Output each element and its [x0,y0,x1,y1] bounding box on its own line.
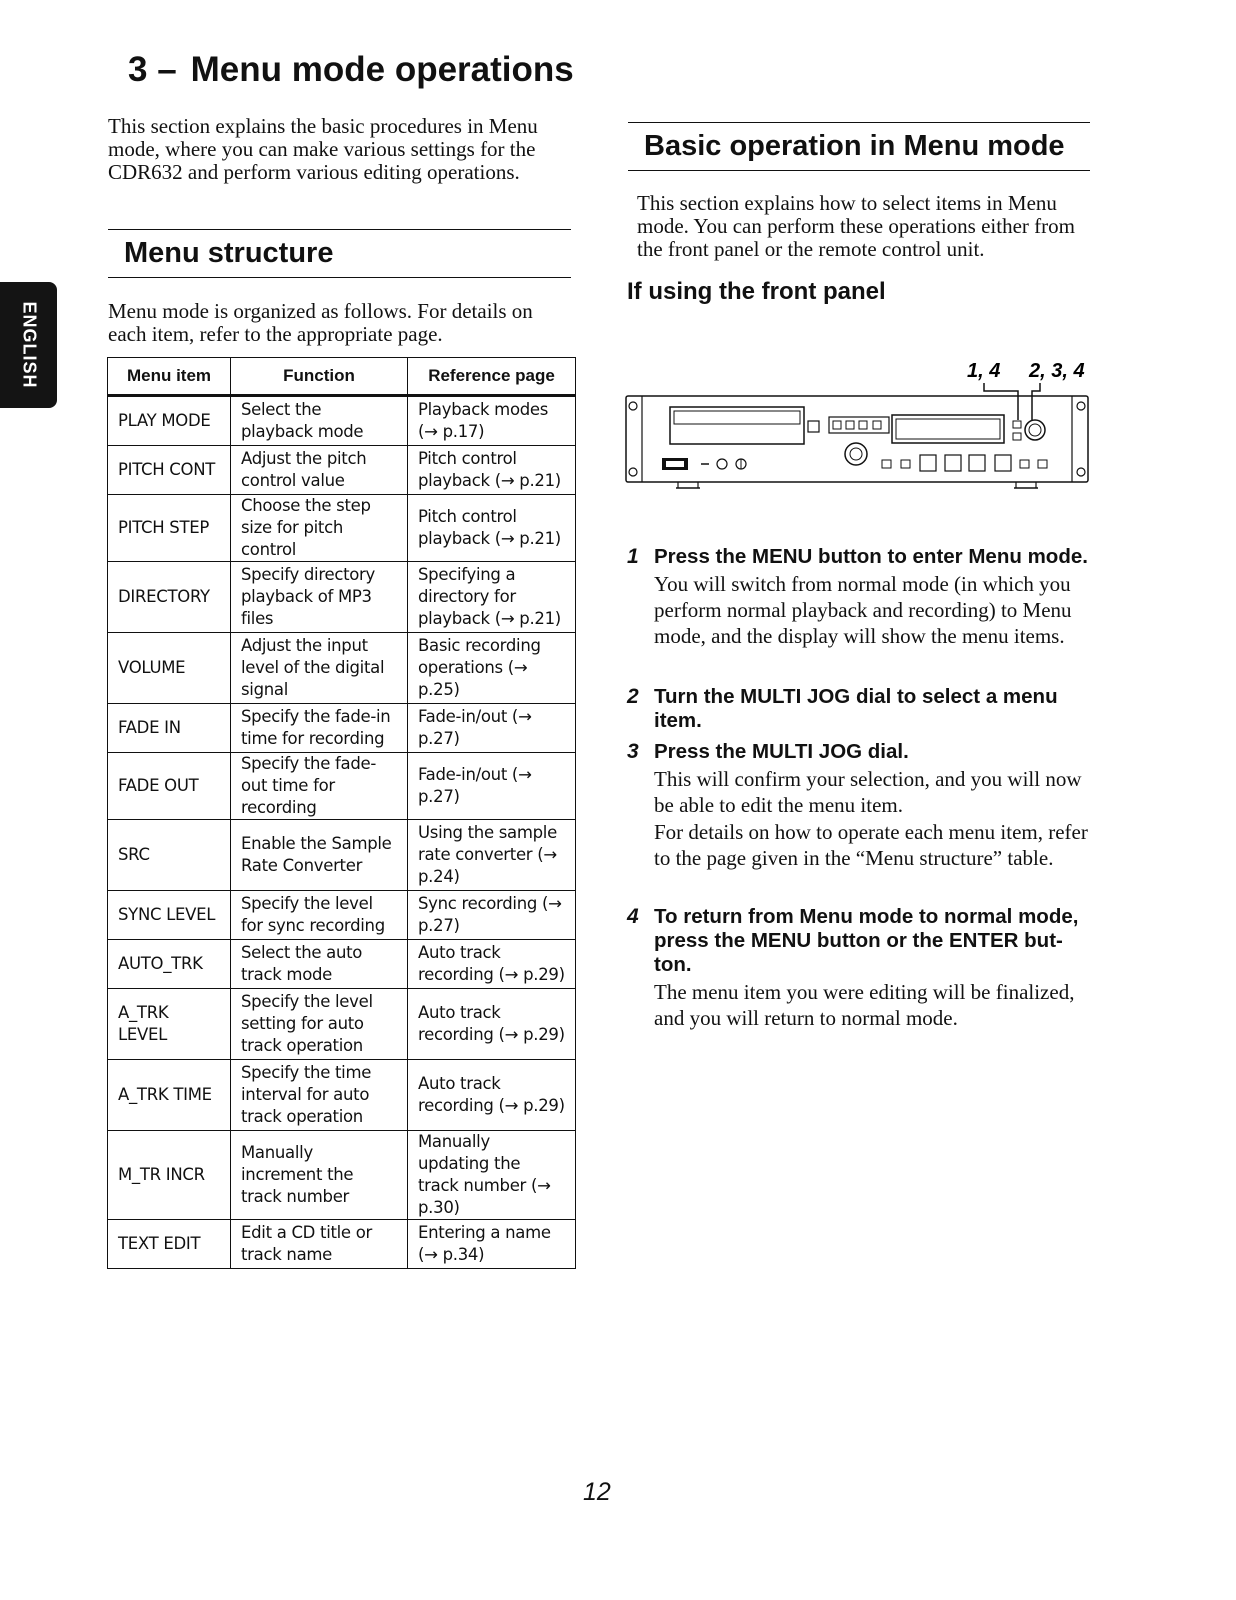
reference-page-cell: Specifying a directory for playback (→ p.21) [408,562,576,633]
reference-page-cell: Auto track recording (→ p.29) [408,940,576,989]
function-cell: Specify directory playback of MP3 files [231,562,408,633]
column-header-reference-page: Reference page [408,358,576,396]
table-row [108,562,576,633]
step-body: You will switch from normal mode (in which you perform normal playback and recording) to Menu mode, and the display will show the menu items. [654,572,1072,648]
function-cell: Specify the level setting for auto track operation [231,989,408,1060]
reference-page-cell: Playback modes (→ p.17) [408,396,576,446]
reference-page-cell: Fade-in/out (→ p.27) [408,704,576,753]
menu-item-cell: M_TR INCR [108,1131,231,1220]
table-row [108,1060,576,1131]
function-cell: Specify the level for sync recording [231,891,408,940]
table-row [108,891,576,940]
chapter-title [128,50,574,90]
menu-item-cell: VOLUME [108,633,231,704]
step-heading: To return from Menu mode to normal mode, press the MENU button or the ENTER but- ton. [654,905,1079,976]
menu-table-body [108,396,576,1269]
function-cell: Select the auto track mode [231,940,408,989]
function-cell: Manually increment the track number [231,1131,408,1220]
function-cell: Enable the Sample Rate Converter [231,820,408,891]
function-cell: Adjust the pitch control value [231,446,408,495]
reference-page-cell: Pitch control playback (→ p.21) [408,495,576,562]
step-number: 3 [627,740,639,763]
reference-page-cell: Using the sample rate converter (→ p.24) [408,820,576,891]
column-header-menu-item: Menu item [108,358,231,396]
menu-item-cell: DIRECTORY [108,562,231,633]
menu-item-cell: FADE IN [108,704,231,753]
menu-structure-table [107,357,576,1269]
menu-item-cell: SRC [108,820,231,891]
step-number: 2 [627,685,639,708]
table-row [108,753,576,820]
table-header-row [108,358,576,396]
reference-page-cell: Auto track recording (→ p.29) [408,989,576,1060]
function-cell: Specify the fade-out time for recording [231,753,408,820]
menu-item-cell: TEXT EDIT [108,1220,231,1269]
menu-item-cell: PITCH STEP [108,495,231,562]
basic-operation-intro: This section explains how to select items in Menu mode. You can perform these operations either from the front panel or the remote control unit. [637,191,1075,261]
step-body: For details on how to operate each menu item, refer to the page given in the “Menu structure” table. [654,820,1088,870]
column-header-function: Function [231,358,408,396]
language-tab [0,282,57,408]
step-heading: Press the MENU button to enter Menu mode. [654,545,1088,568]
step-2 [627,685,1092,733]
language-tab-label: ENGLISH [19,301,39,389]
front-panel-subheading: If using the front panel [627,278,886,305]
reference-page-cell: Sync recording (→ p.27) [408,891,576,940]
table-row [108,704,576,753]
step-number: 4 [627,905,639,928]
menu-item-cell: FADE OUT [108,753,231,820]
basic-operation-heading: Basic operation in Menu mode [628,122,1090,171]
callout-multi-jog: 2, 3, 4 [1029,360,1085,382]
table-row [108,1220,576,1269]
menu-item-cell: AUTO_TRK [108,940,231,989]
function-cell: Specify the fade-in time for recording [231,704,408,753]
menu-item-cell: A_TRK LEVEL [108,989,231,1060]
table-row [108,446,576,495]
reference-page-cell: Pitch control playback (→ p.21) [408,446,576,495]
step-1 [627,545,1092,650]
step-3 [627,740,1092,872]
menu-item-cell: SYNC LEVEL [108,891,231,940]
chapter-number: 3 – [128,50,177,89]
function-cell: Edit a CD title or track name [231,1220,408,1269]
step-body: The menu item you were editing will be finalized, and you will return to normal mode. [654,980,1075,1030]
function-cell: Choose the step size for pitch control [231,495,408,562]
step-4 [627,905,1092,1032]
function-cell: Adjust the input level of the digital signal [231,633,408,704]
step-heading: Turn the MULTI JOG dial to select a menu item. [654,685,1058,732]
menu-structure-intro: Menu mode is organized as follows. For details on each item, refer to the appropriate page. [108,299,533,346]
reference-page-cell: Auto track recording (→ p.29) [408,1060,576,1131]
reference-page-cell: Manually updating the track number (→ p.30) [408,1131,576,1220]
table-row [108,396,576,446]
table-row [108,633,576,704]
table-row [108,495,576,562]
function-cell: Specify the time interval for auto track operation [231,1060,408,1131]
step-body: This will confirm your selection, and you will now be able to edit the menu item. [654,767,1082,817]
table-row [108,1131,576,1220]
reference-page-cell: Fade-in/out (→ p.27) [408,753,576,820]
step-heading: Press the MULTI JOG dial. [654,740,909,763]
page-number: 12 [583,1478,611,1506]
menu-item-cell: PITCH CONT [108,446,231,495]
step-number: 1 [627,545,639,568]
reference-page-cell: Entering a name (→ p.34) [408,1220,576,1269]
chapter-title-text: Menu mode operations [190,50,574,89]
callout-menu-button: 1, 4 [967,360,1001,382]
function-cell: Select the playback mode [231,396,408,446]
chapter-intro: This section explains the basic procedures in Menu mode, where you can make various settings for the CDR632 and perform various editing operations. [108,114,538,184]
front-panel-illustration [622,350,1092,495]
table-row [108,989,576,1060]
table-row [108,820,576,891]
menu-item-cell: A_TRK TIME [108,1060,231,1131]
menu-item-cell: PLAY MODE [108,396,231,446]
reference-page-cell: Basic recording operations (→ p.25) [408,633,576,704]
menu-structure-heading: Menu structure [108,229,571,278]
table-row [108,940,576,989]
